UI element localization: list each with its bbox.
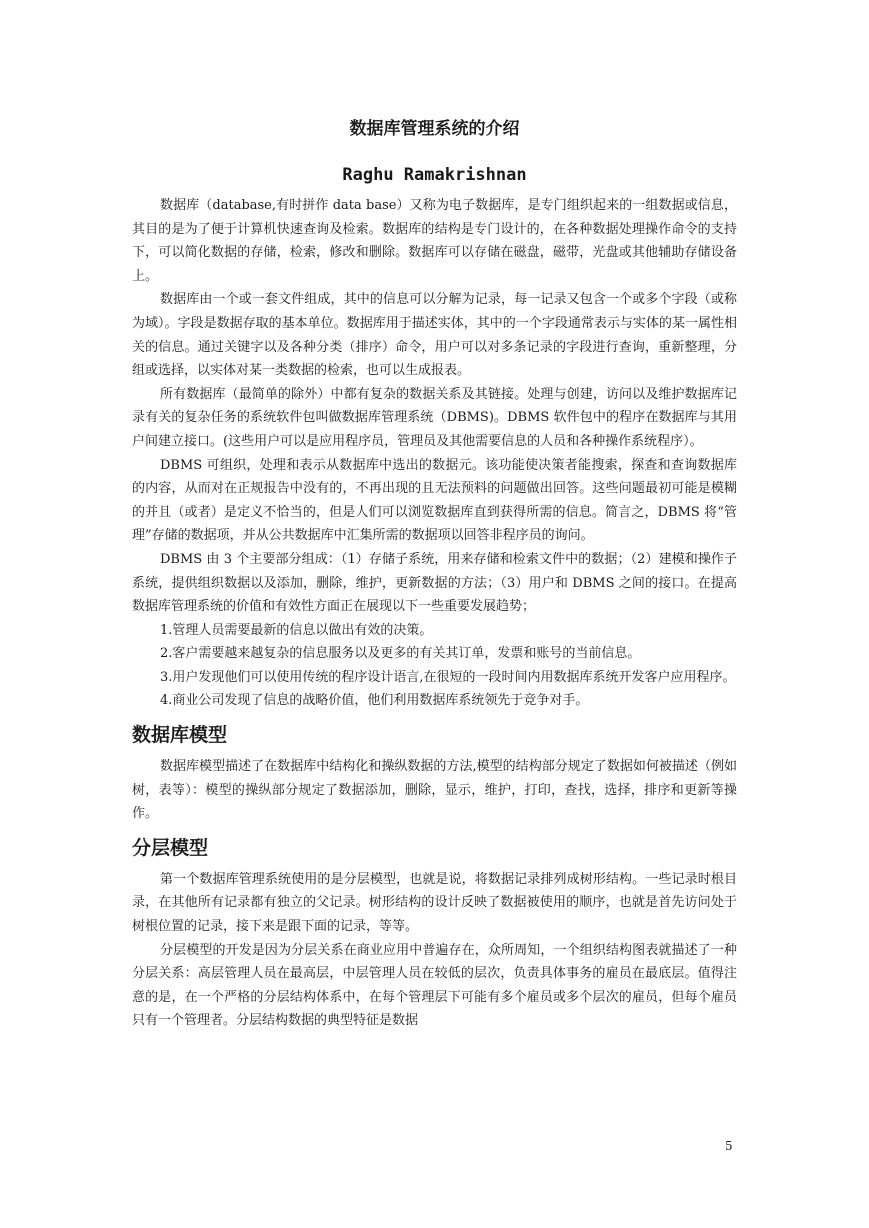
intro-paragraph: 数据库由一个或一套文件组成，其中的信息可以分解为记录，每一记录又包含一个或多个字段（或称为域）。字段是数据存取的基本单位。数据库用于描述实体，其中的一个字段通常表示与实体的某一属性相关的信息。通过关键字以及各种分类（排序）命令，用户可以对多条记录的字段进行查询，重新整理，分组或选择，以实体对某一类数据的检索，也可以生成报表。	[132, 292, 737, 379]
document-body	[132, 194, 737, 1033]
document-title: 数据库管理系统的介绍	[349, 119, 520, 139]
trend-list-item: 3.用户发现他们可以使用传统的程序设计语言,在很短的一段时间内用数据库系统开发客户应用程序。	[160, 669, 736, 685]
section-paragraph: 分层模型的开发是因为分层关系在商业应用中普遍存在，众所周知，一个组织结构图表就描述了一种分层关系：高层管理人员在最高层，中层管理人员在较低的层次，负责具体事务的雇员在最底层。值得注意的是，在一个严格的分层结构体系中，在每个管理层下可能有多个雇员或多个层次的雇员，但每个雇员只有一个管理者。分层结构数据的典型特征是数据	[132, 942, 737, 1029]
trend-list-item: 1.管理人员需要最新的信息以做出有效的决策。	[160, 622, 433, 638]
trend-list-item: 4.商业公司发现了信息的战略价值，他们利用数据库系统领先于竞争对手。	[160, 693, 589, 709]
intro-paragraph: 数据库（database,有时拼作 data base）又称为电子数据库，是专门组织起来的一组数据或信息，其目的是为了便于计算机快速查询及检索。数据库的结构是专门设计的，在各种数据处理操作命令的支持下，可以简化数据的存储，检索，修改和删除。数据库可以存储在磁盘，磁带，光盘或其他辅助存储设备上。	[132, 198, 737, 284]
trend-list-item: 2.客户需要越来越复杂的信息服务以及更多的有关其订单，发票和账号的当前信息。	[160, 646, 641, 662]
intro-paragraph: 所有数据库（最简单的除外）中都有复杂的数据关系及其链接。处理与创建，访问以及维护数据库记录有关的复杂任务的系统软件包叫做数据库管理系统（DBMS)。DBMS 软件包中的程序在数据库与其用户间建立接口。(这些用户可以是应用程序员，管理员及其他需要信息的人员和各种操作系统程序）。	[132, 386, 737, 449]
section-paragraph: 数据库模型描述了在数据库中结构化和操纵数据的方法,模型的结构部分规定了数据如何被描述（例如树，表等）：模型的操纵部分规定了数据添加，删除，显示，维护，打印，查找，选择，排序和更新等操作。	[132, 759, 737, 822]
author-name: Raghu Ramakrishnan	[342, 165, 527, 185]
page-number: 5	[725, 1139, 733, 1153]
section-heading-database-model: 数据库模型	[132, 724, 228, 747]
intro-paragraph: DBMS 由 3 个主要部分组成：（1）存储子系统，用来存储和检索文件中的数据；（2）建模和操作子系统，提供组织数据以及添加，删除，维护，更新数据的方法；（3）用户和 DBMS 之间的接口。在提高数据库管理系统的价值和有效性方面正在展现以下一些重要发展趋势；	[132, 551, 737, 615]
section-paragraph: 第一个数据库管理系统使用的是分层模型，也就是说，将数据记录排列成树形结构。一些记录时根目录，在其他所有记录都有独立的父记录。树形结构的设计反映了数据被使用的顺序，也就是首先访问处于树根位置的记录，接下来是跟下面的记录，等等。	[132, 871, 737, 935]
section-heading-hierarchical-model: 分层模型	[132, 836, 209, 859]
intro-paragraph: DBMS 可组织，处理和表示从数据库中选出的数据元。该功能使决策者能搜索，探查和查询数据库的内容，从而对在正规报告中没有的，不再出现的且无法预料的问题做出回答。这些问题最初可能是模糊的并且（或者）是定义不恰当的，但是人们可以浏览数据库直到获得所需的信息。简言之，DBMS 将“管理”存储的数据项，并从公共数据库中汇集所需的数据项以回答非程序员的询问。	[132, 457, 737, 544]
